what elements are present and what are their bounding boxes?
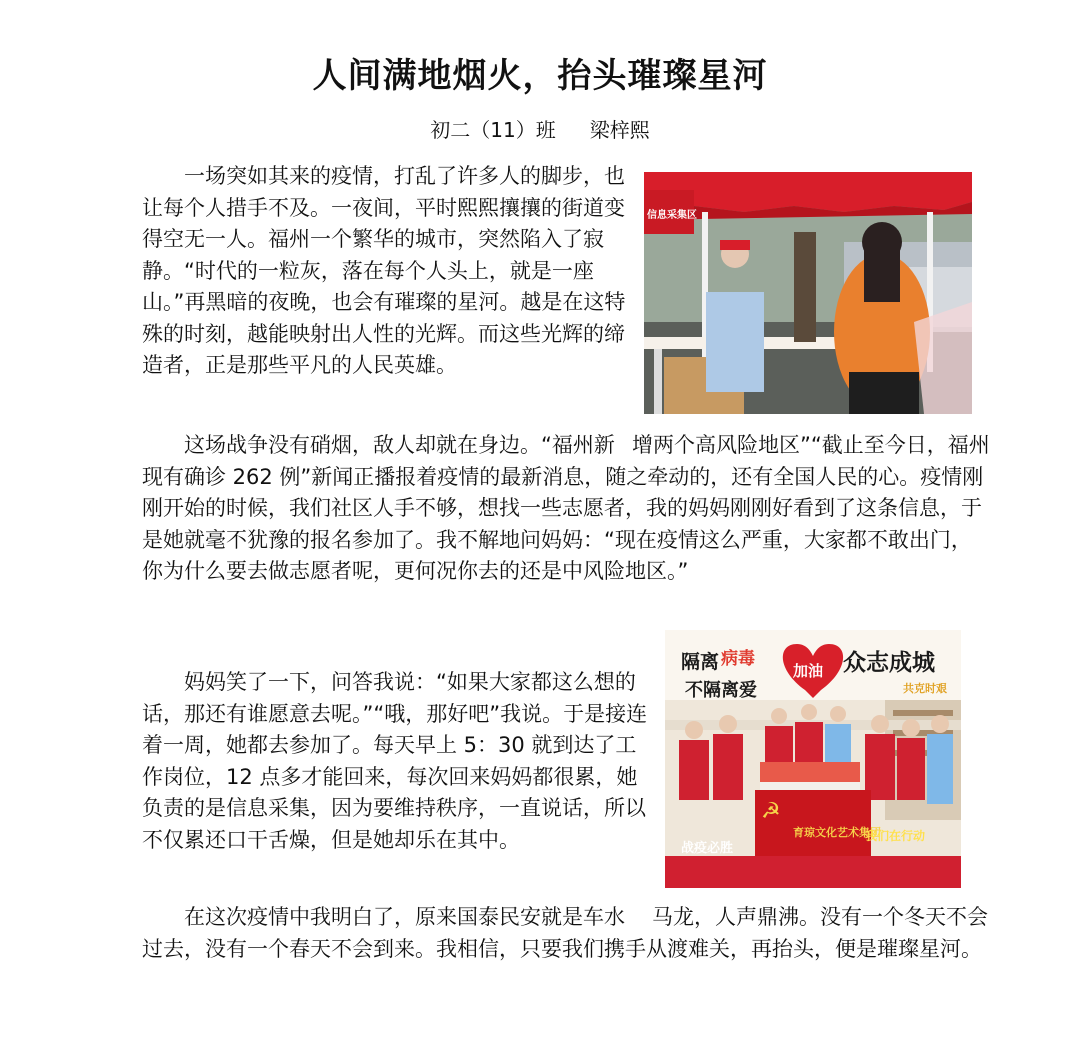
paragraph-1-text: 一场突如其来的疫情，打乱了许多人的脚步，也让每个人措手不及。一夜间，平时熙熙攘攘的街道变得空无一人。福州一个繁华的城市，突然陷入了寂静。“时代的一粒灰，落在每个人头上，就是一座山。”再黑暗的夜晚，也会有璀璨的星河。越是在这特殊的时刻，越能映射出人性的光辉。而这些光辉的缔造者，正是那些平凡的人民英雄。 xyxy=(142,164,626,377)
volunteers-photo xyxy=(665,630,961,888)
paragraph-2-text: 增两个高风险地区”“截止至今日，福州现有确诊 262 例”新闻正播报着疫情的最新消息，随之牵动的，还有全国人民的心。疫情刚刚开始的时候，我们社区人手不够，想找一些志愿者，我的妈妈刚刚好看到了这条信息，于是她就毫不犹豫的报名参加了。我不解地问妈妈：“现在疫情这么严重，大家都不敢出门，你为什么要去做志愿者呢，更何况你去的还是中风险地区。” xyxy=(142,433,990,583)
heart-text: 加油 xyxy=(793,662,824,680)
party-emblem-icon: ☭ xyxy=(761,799,781,824)
paragraph-1 xyxy=(142,161,642,382)
paragraph-4 xyxy=(142,902,992,965)
byline-author: 梁梓熙 xyxy=(589,118,650,142)
byline xyxy=(0,114,1080,143)
slogan-united: 众志成城 xyxy=(843,649,935,676)
slogan-love: 不隔离爱 xyxy=(685,680,757,701)
slogan-isolate: 隔离 xyxy=(681,651,720,673)
paragraph-4-first-line: 在这次疫情中我明白了，原来国泰民安就是车水 xyxy=(184,905,625,929)
article-title: 人间满地烟火，抬头璀璨星河 xyxy=(312,56,768,96)
banner-text: 育琼文化艺术集团 xyxy=(793,826,881,839)
paragraph-2-first-line: 这场战争没有硝烟，敌人却就在身边。“福州新 xyxy=(184,433,615,457)
banner-tail: 我们在行动 xyxy=(865,829,926,843)
tent-sign: 信息采集区 xyxy=(647,210,697,221)
slogan-virus: 病毒 xyxy=(721,649,755,669)
paragraph-2 xyxy=(142,430,992,588)
testing-tent-photo xyxy=(644,172,972,414)
paragraph-3-text: 妈妈笑了一下，问答我说：“如果大家都这么想的话，那还有谁愿意去呢。”“哦，那好吧”我说。于是接连着一周，她都去参加了。每天早上 5：30 就到达了工作岗位，12 点多才能回来，每次回来妈妈都很累，她负责的是信息采集，因为要维持秩序，一直说话，所以不仅累还口干舌燥，但是她却乐在其中。 xyxy=(142,670,648,852)
slogan-victory: 战疫必胜 xyxy=(681,841,734,856)
paragraph-4-text: 马龙，人声鼎沸。没有一个冬天不会过去，没有一个春天不会到来。我相信，只要我们携手从渡难关，再抬头，便是璀璨星河。 xyxy=(142,905,988,961)
byline-class: 初二（11）班 xyxy=(430,118,556,142)
paragraph-3 xyxy=(142,667,657,856)
slogan-united-sub: 共克时艰 xyxy=(903,682,947,695)
